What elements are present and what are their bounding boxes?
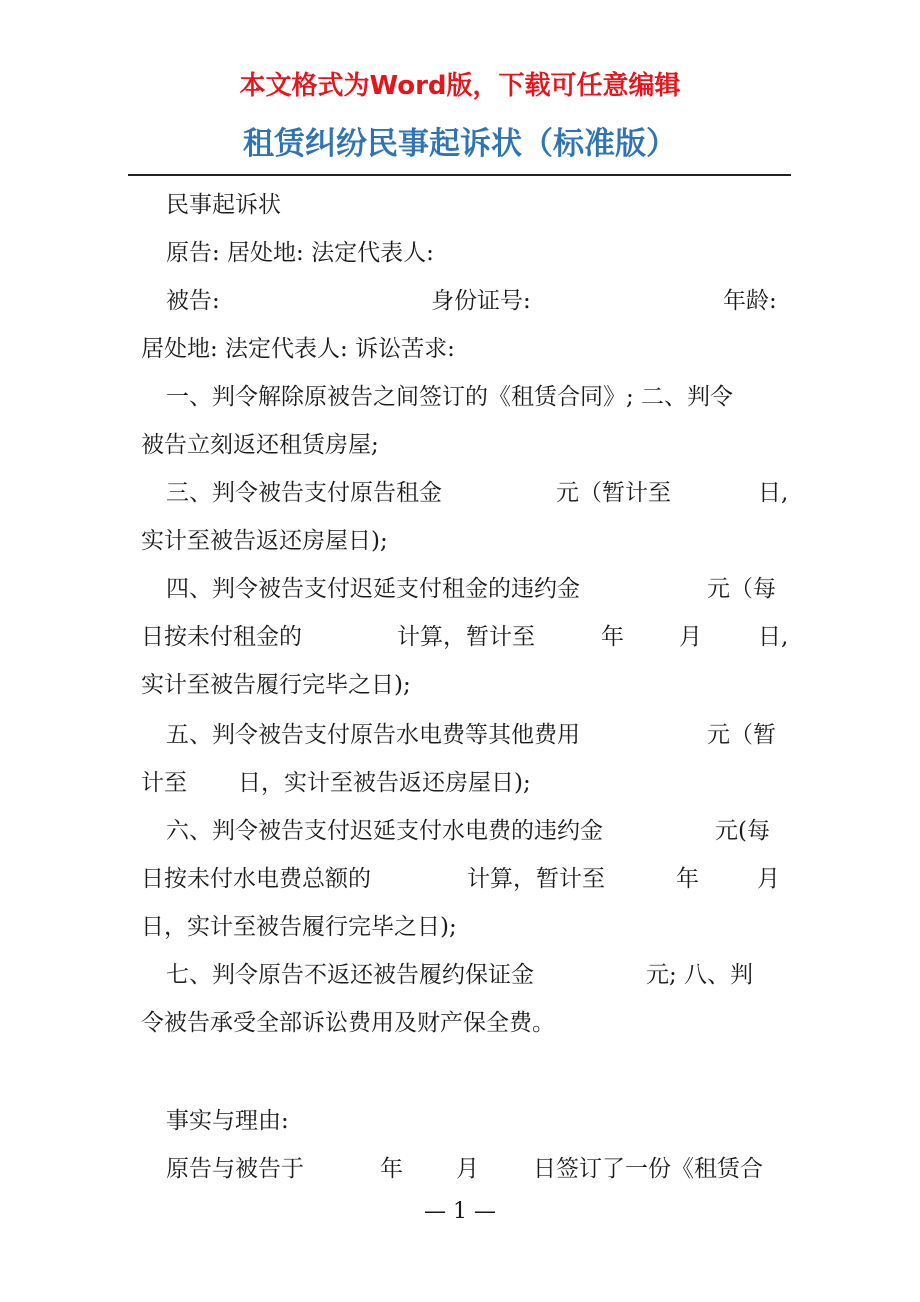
section-heading: 事实与理由:: [166, 1108, 289, 1134]
body-line: [141, 1003, 781, 1043]
claim-text: 令被告承受全部诉讼费用及财产保全费。: [141, 1010, 555, 1036]
claim-text: 计算，暂计至: [397, 624, 535, 650]
claim-text: 元(每: [715, 818, 770, 844]
claim-text: 六、判令被告支付迟延支付水电费的违约金: [166, 818, 603, 844]
claim-text: 元; 八、判: [646, 962, 754, 988]
claim-text: 日,: [758, 480, 789, 506]
claim-text: 被告立刻返还租赁房屋;: [141, 432, 379, 458]
body-line: [141, 617, 789, 657]
body-line: [141, 715, 781, 755]
body-line: [141, 281, 781, 321]
claim-text: 日，实计至被告履行完毕之日);: [141, 914, 457, 940]
claim-text: 日按未付租金的: [141, 624, 302, 650]
claim-text: 元（每: [707, 576, 776, 602]
plaintiff-line: 原告: 居处地: 法定代表人:: [166, 240, 434, 266]
claim-text: 日按未付水电费总额的: [141, 866, 371, 892]
body-line: [141, 185, 781, 225]
claim-text: 五、判令被告支付原告水电费等其他费用: [166, 722, 580, 748]
section-heading: 民事起诉状: [166, 192, 281, 218]
claim-text: 年: [601, 624, 624, 650]
claim-text: 四、判令被告支付迟延支付租金的违约金: [166, 576, 580, 602]
id-number-label: 身份证号:: [431, 288, 531, 314]
body-line: [141, 1149, 781, 1189]
body-line: [141, 763, 781, 803]
facts-text: 月: [456, 1156, 479, 1182]
body-line: [141, 425, 781, 465]
claim-text: 元（暂: [707, 722, 776, 748]
claim-text: 元（暂计至: [556, 480, 671, 506]
claim-text: 日,: [758, 624, 789, 650]
body-line: [141, 233, 781, 273]
claim-text: 计算，暂计至: [467, 866, 605, 892]
claim-text: 一、判令解除原被告之间签订的《租赁合同》; 二、判令: [166, 384, 734, 410]
claim-text: 实计至被告履行完毕之日);: [141, 672, 411, 698]
defendant-label: 被告:: [166, 288, 220, 314]
title-divider: [128, 174, 791, 176]
claim-text: 日，实计至被告返还房屋日);: [238, 770, 531, 796]
body-line: [141, 521, 781, 561]
body-line: [141, 665, 781, 705]
facts-text: 年: [380, 1156, 403, 1182]
facts-text: 日签订了一份《租赁合: [533, 1156, 763, 1182]
format-notice: 本文格式为Word版，下载可任意编辑: [239, 71, 681, 101]
claim-text: 月: [679, 624, 702, 650]
claim-text: 月: [757, 866, 780, 892]
residence-line: 居处地: 法定代表人: 诉讼苦求:: [141, 336, 455, 362]
body-line: [141, 859, 781, 899]
body-line: [141, 811, 781, 851]
claim-text: 三、判令被告支付原告租金: [166, 480, 442, 506]
claim-text: 七、判令原告不返还被告履约保证金: [166, 962, 534, 988]
body-line: [141, 569, 781, 609]
body-line: [141, 907, 781, 947]
body-line: [141, 329, 781, 369]
age-label: 年龄:: [723, 288, 777, 314]
document-title: 租赁纠纷民事起诉状（标准版）: [243, 126, 677, 162]
page-number: — 1 —: [424, 1199, 496, 1224]
body-line: [141, 955, 781, 995]
facts-text: 原告与被告于: [166, 1156, 304, 1182]
body-line: [141, 473, 789, 513]
claim-text: 计至: [141, 770, 187, 796]
claim-text: 年: [676, 866, 699, 892]
body-line: [141, 377, 781, 417]
body-line: [141, 1101, 781, 1141]
claim-text: 实计至被告返还房屋日);: [141, 528, 388, 554]
